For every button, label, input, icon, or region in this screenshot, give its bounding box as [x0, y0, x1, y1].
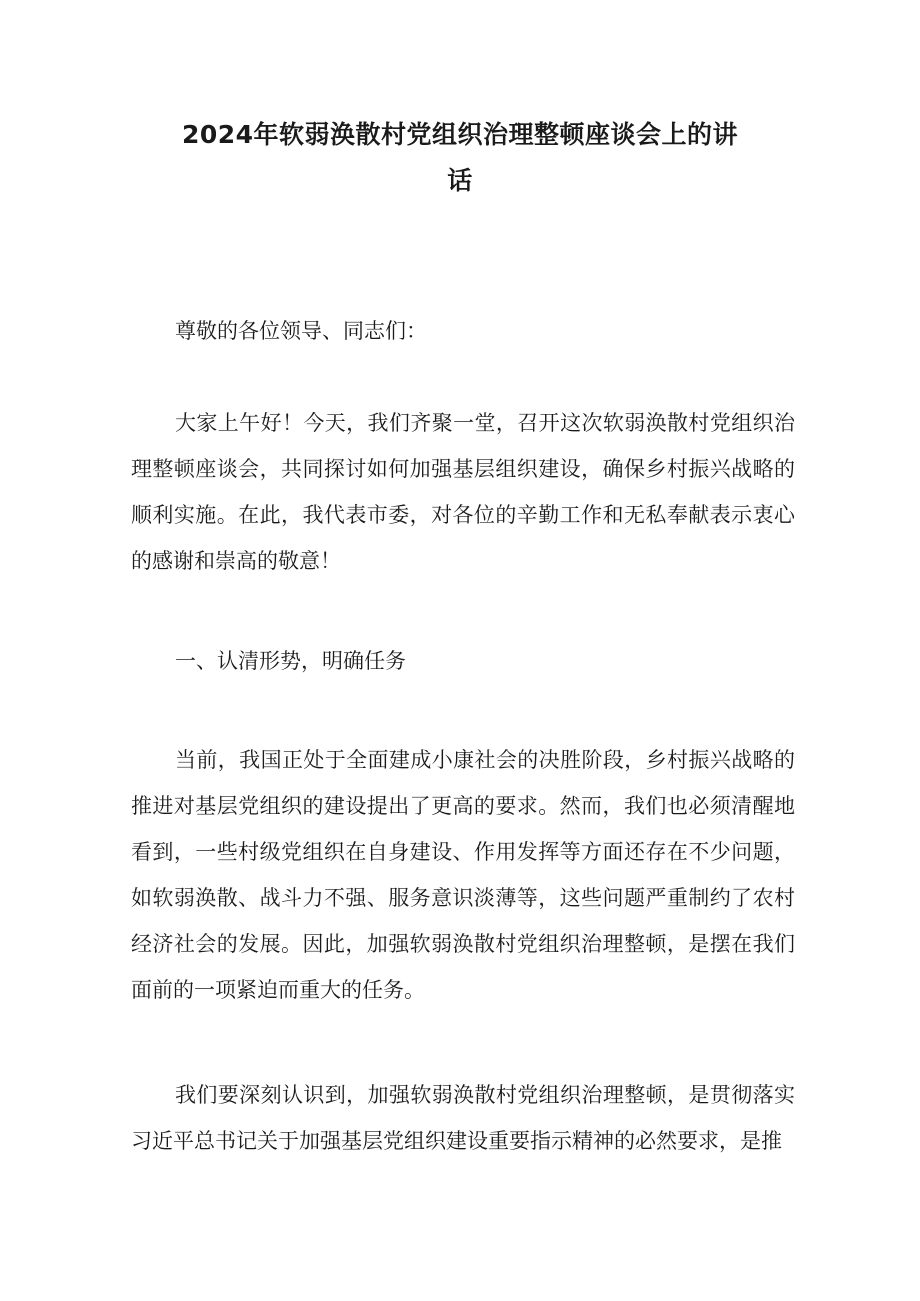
section-heading-1: 一、认清形势，明确任务 [175, 649, 406, 673]
paragraph-opening: 大家上午好！今天，我们齐聚一堂，召开这次软弱涣散村党组织治理整顿座谈会，共同探讨如何加强基层组织建设，确保乡村振兴战略的顺利实施。在此，我代表市委，对各位的辛勤工作和无私奉献表示衷心的感谢和崇高的敬意！ [131, 411, 795, 573]
paragraph-situation: 当前，我国正处于全面建成小康社会的决胜阶段，乡村振兴战略的推进对基层党组织的建设提出了更高的要求。然而，我们也必须清醒地看到，一些村级党组织在自身建设、作用发挥等方面还存在不少问题，如软弱涣散、战斗力不强、服务意识淡薄等，这些问题严重制约了农村经济社会的发展。因此，加强软弱涣散村党组织治理整顿，是摆在我们面前的一项紧迫而重大的任务。 [131, 748, 795, 1002]
paragraph-recognition: 我们要深刻认识到，加强软弱涣散村党组织治理整顿，是贯彻落实习近平总书记关于加强基层党组织建设重要指示精神的必然要求，是推 [131, 1083, 795, 1153]
document-title: 2024年软弱涣散村党组织治理整顿座谈会上的讲话 [181, 120, 739, 195]
salutation: 尊敬的各位领导、同志们： [175, 319, 427, 343]
